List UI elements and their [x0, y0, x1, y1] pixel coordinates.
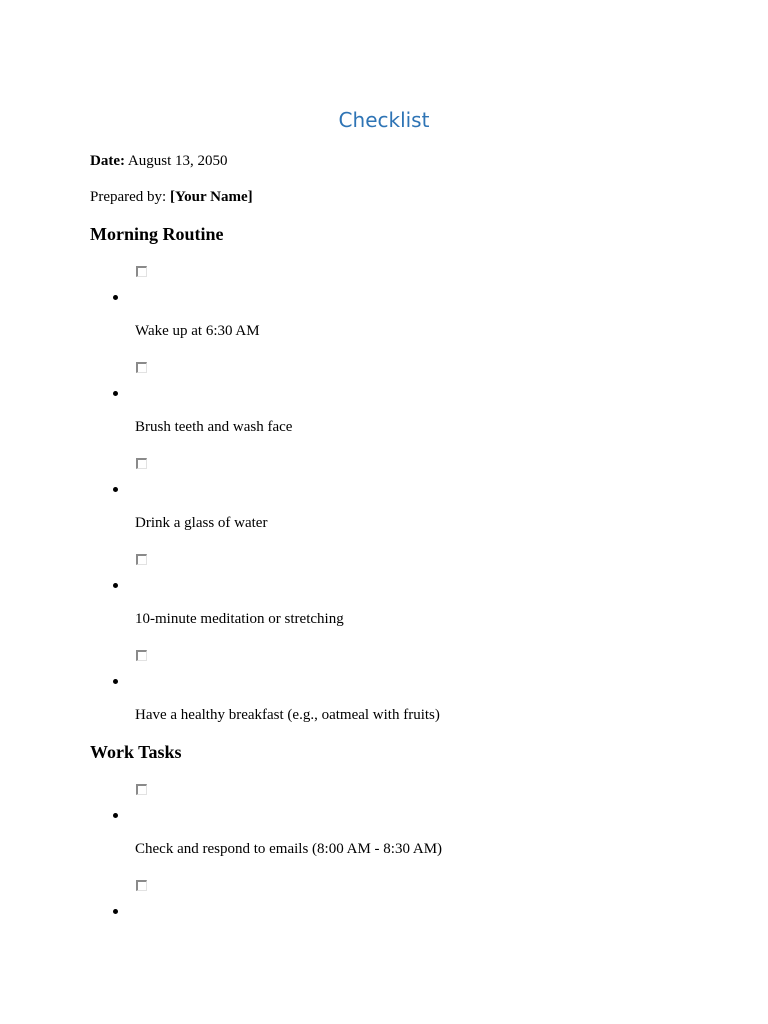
checkbox[interactable]: [136, 880, 147, 891]
checklist-item-text: Drink a glass of water: [135, 515, 268, 531]
checklist-item-text: Wake up at 6:30 AM: [135, 323, 260, 339]
prepared-by-label: Prepared by:: [90, 189, 167, 205]
checklist-item-text: Check and respond to emails (8:00 AM - 8:30 AM): [135, 841, 443, 857]
bullet-icon: [113, 295, 118, 300]
checkbox[interactable]: [136, 784, 147, 795]
checklist-item: [0, 362, 768, 458]
checklist-item: [0, 784, 768, 880]
checklist-item-text: Have a healthy breakfast (e.g., oatmeal with fruits): [135, 707, 440, 723]
checklist-item-text: 10-minute meditation or stretching: [135, 611, 344, 627]
bullet-icon: [113, 487, 118, 492]
checklist-item: [0, 458, 768, 554]
checklist-item: [0, 554, 768, 650]
date-value: August 13, 2050: [127, 153, 228, 169]
date-line: [90, 151, 228, 171]
checklist-item: [0, 880, 768, 976]
bullet-icon: [113, 909, 118, 914]
checkbox[interactable]: [136, 650, 147, 661]
bullet-icon: [113, 813, 118, 818]
checkbox[interactable]: [136, 554, 147, 565]
prepared-by-value: [Your Name]: [169, 189, 253, 205]
checkbox[interactable]: [136, 458, 147, 469]
checklist-item-text: Brush teeth and wash face: [135, 419, 293, 435]
date-label: Date:: [90, 153, 125, 169]
bullet-icon: [113, 583, 118, 588]
checklist-item: [0, 266, 768, 362]
checklist-item: [0, 650, 768, 746]
checkbox[interactable]: [136, 362, 147, 373]
section-heading-work-tasks: Work Tasks: [90, 742, 182, 762]
prepared-by-line: [90, 187, 253, 207]
checkbox[interactable]: [136, 266, 147, 277]
bullet-icon: [113, 391, 118, 396]
bullet-icon: [113, 679, 118, 684]
section-heading-morning-routine: Morning Routine: [90, 224, 224, 244]
page-title: Checklist: [338, 108, 430, 132]
